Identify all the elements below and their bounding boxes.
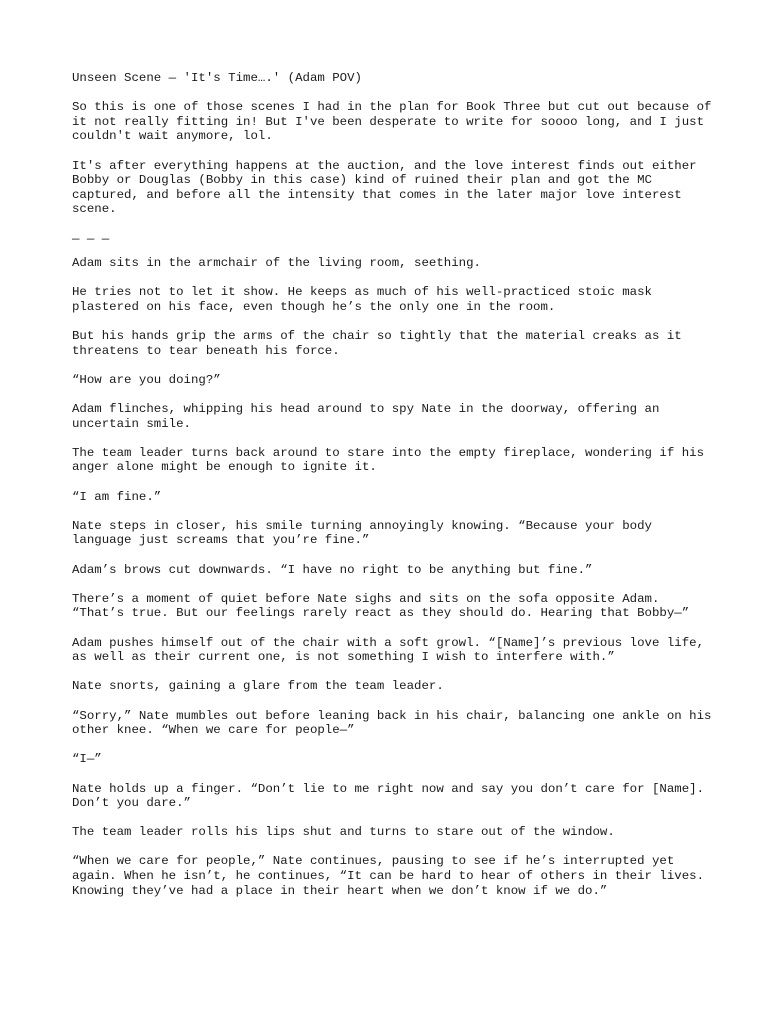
story-paragraph: “When we care for people,” Nate continues, pausing to see if he’s interrupted yet again. When he isn’t, he continues, “It can be hard to hear of others in their lives. Knowing they’ve had a place in their heart when we don’t know if we do.” [72, 854, 705, 898]
story-paragraph: Adam sits in the armchair of the living room, seething. [72, 256, 481, 271]
document-page [72, 71, 712, 913]
story-paragraph: “Sorry,” Nate mumbles out before leaning back in his chair, balancing one ankle on his other knee. “When we care for people—” [72, 708, 712, 738]
story-paragraph: But his hands grip the arms of the chair so tightly that the material creaks as it threatens to tear beneath his force. [72, 329, 682, 358]
story-paragraph: Adam’s brows cut downwards. “I have no right to be anything but fine.” [72, 562, 593, 577]
intro-paragraph-2: It's after everything happens at the auction, and the love interest finds out either Bobby or Douglas (Bobby in this case) kind of ruined their plan and got the MC captured, and before all the intensity that comes in the later major love interest scene. [72, 158, 697, 217]
story-paragraph: “I am fine.” [72, 489, 162, 504]
story-paragraph: The team leader turns back around to stare into the empty fireplace, wondering if his anger alone might be enough to ignite it. [72, 445, 705, 475]
story-paragraph: Nate snorts, gaining a glare from the team leader. [72, 679, 444, 694]
story-paragraph: “How are you doing?” [72, 372, 221, 387]
scene-divider: — — — [72, 231, 110, 246]
story-paragraph: Adam flinches, whipping his head around to spy Nate in the doorway, offering an uncertain smile. [72, 402, 660, 431]
story-paragraph: “I—” [72, 752, 102, 767]
intro-paragraph-1: So this is one of those scenes I had in the plan for Book Three but cut out because of it not really fitting in! But I've been desperate to write for soooo long, and I just couldn't wait anymore, lol. [72, 100, 712, 144]
story-paragraph: Adam pushes himself out of the chair with a soft growl. “[Name]’s previous love life, as well as their current one, is not something I wish to interfere with.” [72, 635, 705, 665]
story-paragraph: Nate steps in closer, his smile turning annoyingly knowing. “Because your body language just screams that you’re fine.” [72, 518, 652, 548]
story-paragraph: Nate holds up a finger. “Don’t lie to me right now and say you don’t care for [Name]. Don’t you dare.” [72, 781, 705, 811]
document-title: Unseen Scene — 'It's Time….' (Adam POV) [72, 71, 362, 85]
story-paragraph: There’s a moment of quiet before Nate sighs and sits on the sofa opposite Adam. “That’s true. But our feelings rarely react as they should do. Hearing that Bobby—” [72, 591, 690, 621]
story-paragraph: He tries not to let it show. He keeps as much of his well-practiced stoic mask plastered on his face, even though he’s the only one in the room. [72, 285, 652, 314]
story-paragraph: The team leader rolls his lips shut and turns to stare out of the window. [72, 825, 615, 840]
